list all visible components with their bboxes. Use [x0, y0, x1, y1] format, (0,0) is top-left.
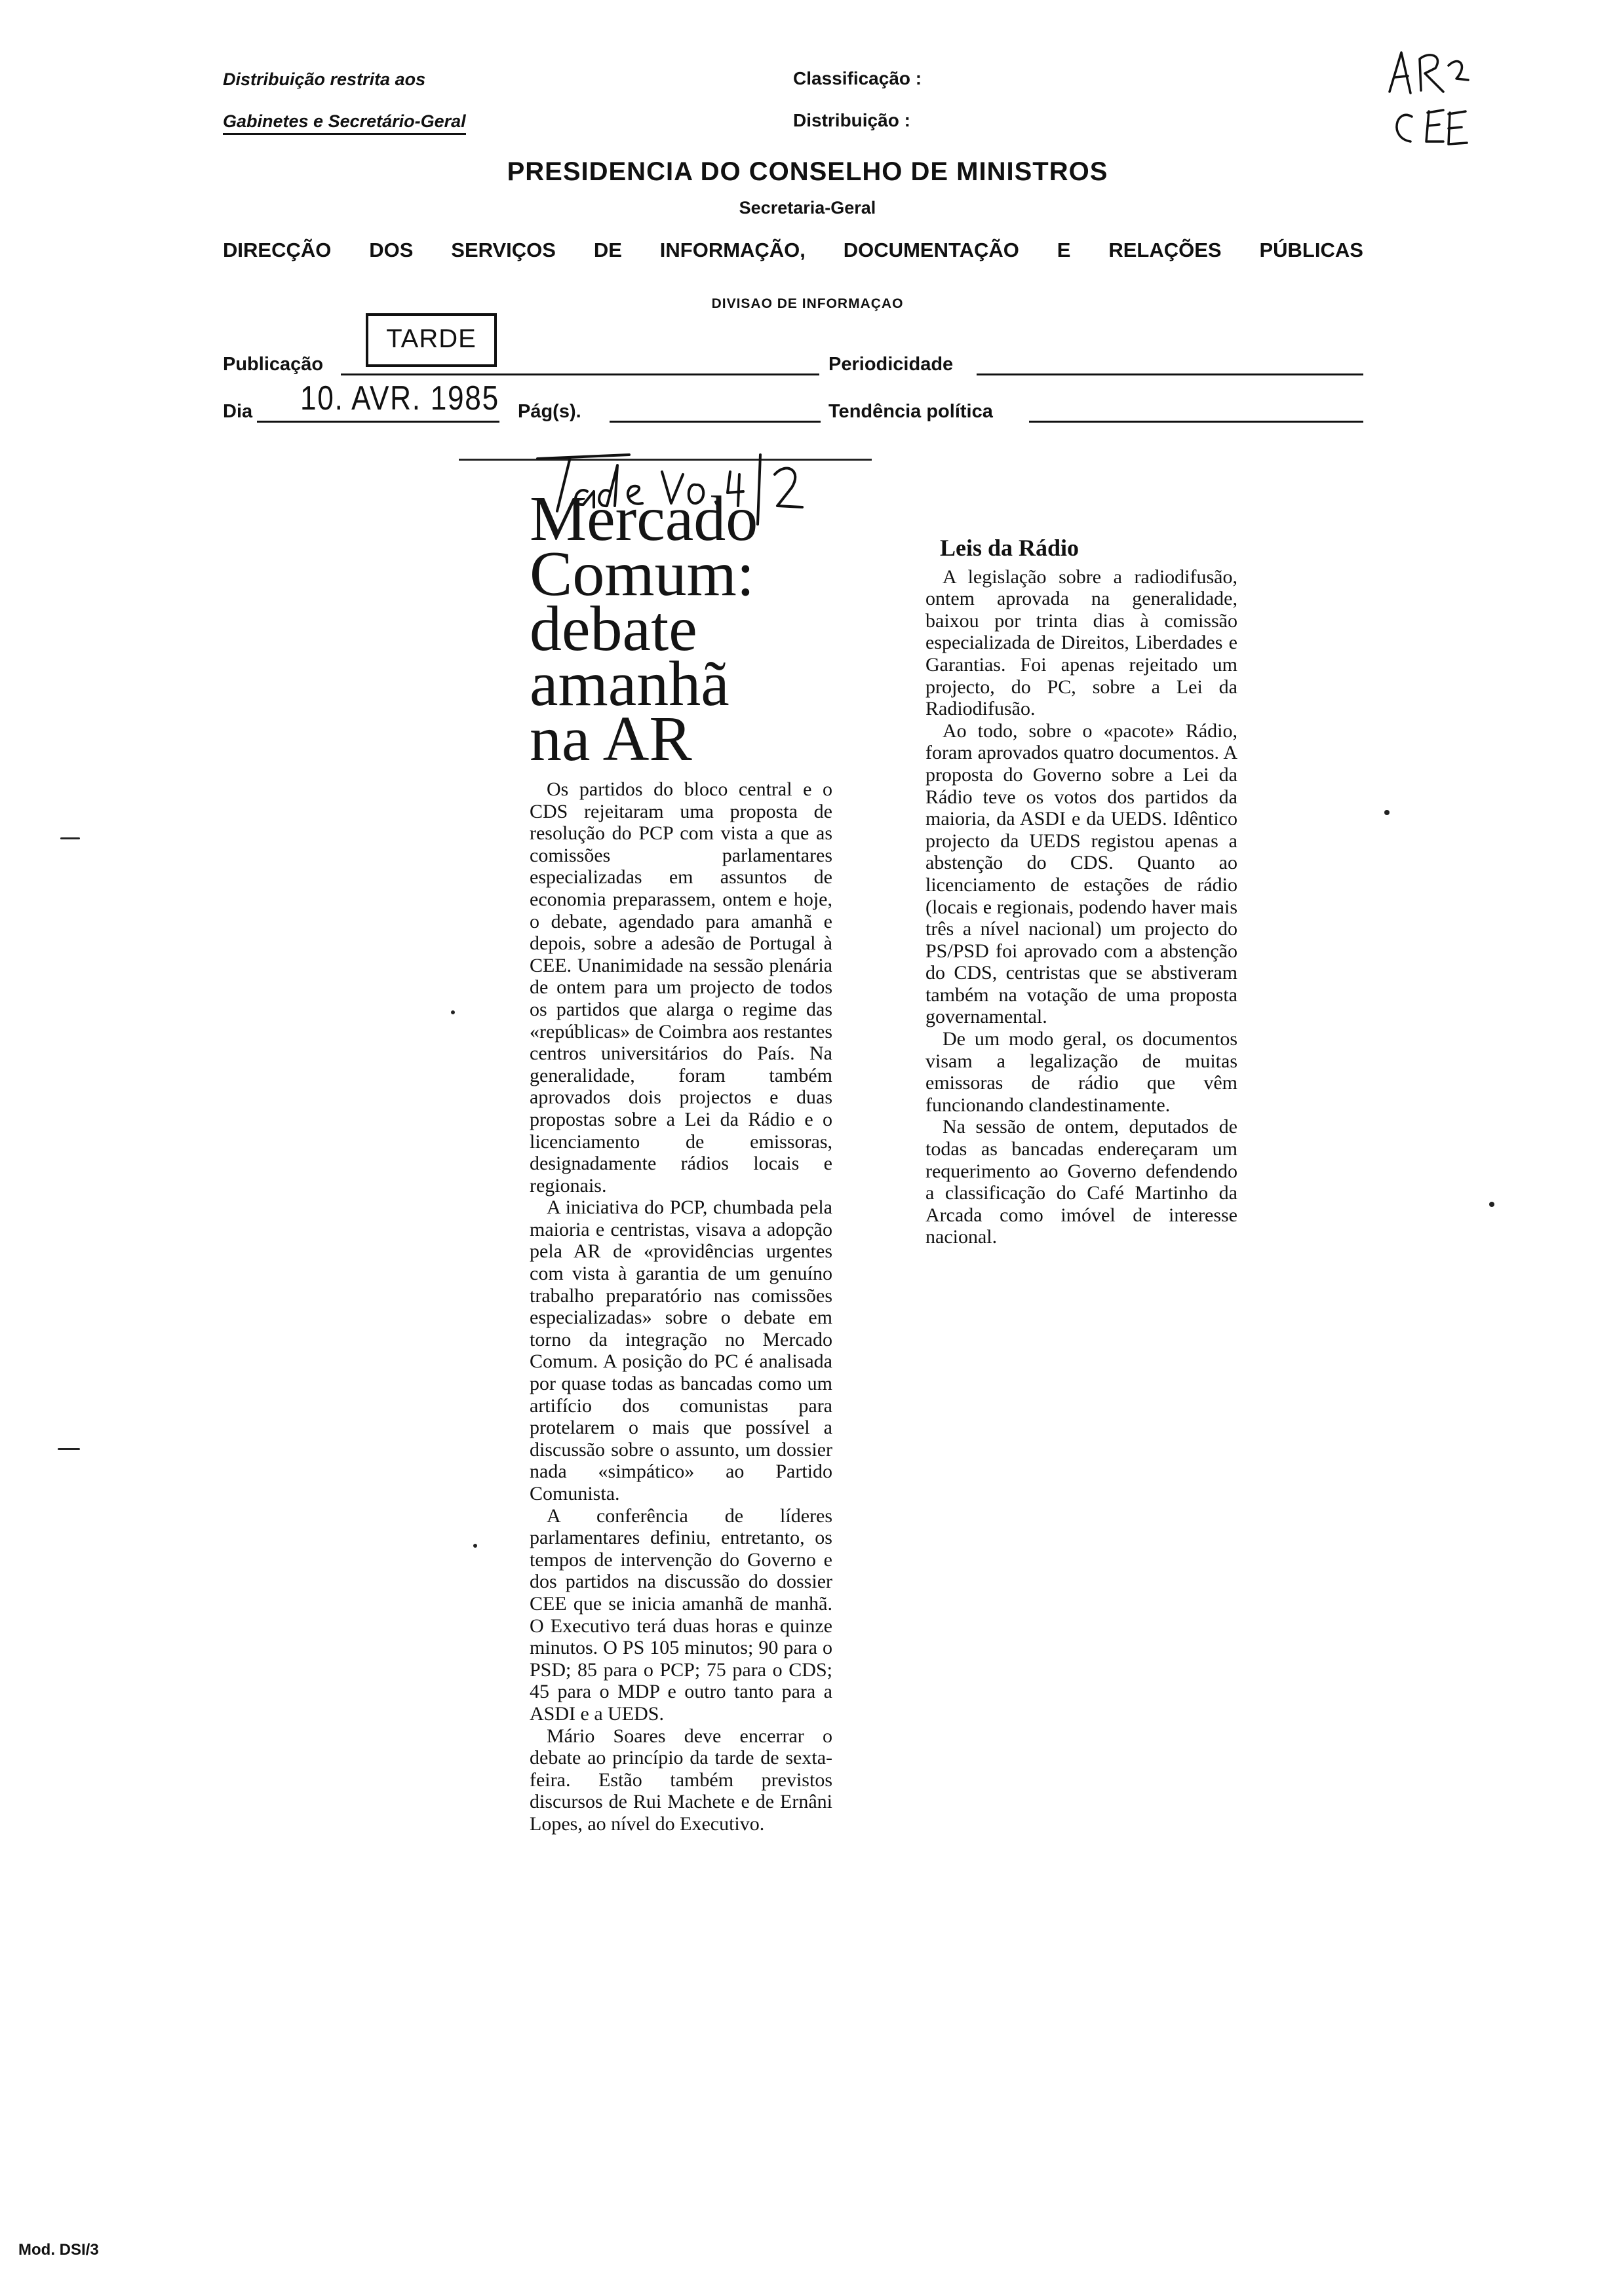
headline-line: Mercado	[530, 484, 758, 554]
headline-line: debate	[530, 594, 697, 664]
directorate-word: DOS	[369, 239, 414, 261]
office-title: PRESIDENCIA DO CONSELHO DE MINISTROS	[507, 157, 1108, 186]
scan-speck	[451, 1010, 455, 1014]
article-headline	[530, 484, 805, 775]
publication-label: Publicação	[223, 354, 324, 375]
pages-field-line	[610, 421, 821, 423]
day-label: Dia	[223, 401, 253, 422]
day-field-line	[257, 421, 499, 423]
directorate-line	[223, 239, 1363, 262]
office-subtitle: Secretaria-Geral	[739, 198, 876, 218]
sidebar-article-title: Leis da Rádio	[940, 535, 1080, 561]
headline-line: amanhã	[530, 649, 730, 719]
periodicity-label: Periodicidade	[828, 354, 954, 375]
scan-mark	[58, 1448, 80, 1450]
sidebar-paragraph: Ao todo, sobre o «pacote» Rádio, foram aprovados quatro documentos. A proposta do Governo sobre a Lei da Rádio teve os votos dos partidos da maioria, da ASDI e da UEDS. Idêntico projecto da UEDS registou apenas a abstenção do CDS. Quanto ao licenciamento de estações de rádio (locais e regionais, podendo haver mais três a nível nacional) um projecto do PS/PSD foi aprovado com a abstenção do CDS, centristas que se abstiveram também na votação de uma proposta governamental.	[925, 719, 1237, 1028]
directorate-word: PÚBLICAS	[1259, 239, 1363, 261]
publication-field-line	[341, 373, 819, 375]
headline-line: Comum:	[530, 539, 755, 609]
handwritten-annotation	[1370, 39, 1540, 157]
periodicity-field-line	[977, 373, 1363, 375]
directorate-word: DOCUMENTAÇÃO	[843, 239, 1019, 261]
scan-speck	[473, 1544, 477, 1548]
directorate-word: DIRECÇÃO	[223, 239, 332, 261]
date-stamp: 10. AVR. 1985	[300, 379, 499, 417]
scan-speck	[1384, 810, 1390, 815]
article-paragraph: A iniciativa do PCP, chumbada pela maioria e centristas, visava a adopção pela AR de «providências urgentes com vista à garantia de um genuíno trabalho preparatório nas comissões especializadas» sobre o debate em torno da integração no Mercado Comum. A posição do PC é analisada por quase todas as bancadas como um artifício dos comunistas para protelarem o mais que possível a discussão sobre o assunto, um dossier nada «simpático» ao Partido Comunista.	[530, 1196, 832, 1504]
directorate-word: E	[1057, 239, 1071, 261]
distribution-label: Distribuição :	[793, 110, 910, 130]
sidebar-paragraph: De um modo geral, os documentos visam a legalização de muitas emissoras de rádio que vêm funcionando clandestinamente.	[925, 1028, 1237, 1116]
pages-label: Pág(s).	[518, 401, 581, 422]
directorate-word: RELAÇÕES	[1108, 239, 1222, 261]
sidebar-article-column	[925, 537, 1237, 1248]
directorate-word: SERVIÇOS	[451, 239, 556, 261]
sidebar-paragraph: Na sessão de ontem, deputados de todas as bancadas endereçaram um requerimento ao Governo defendendo a classificação do Café Martinho da Arcada como imóvel de interesse nacional.	[925, 1116, 1237, 1248]
form-code: Mod. DSI/3	[18, 2241, 99, 2259]
article-paragraph: A conferência de líderes parlamentares definiu, entretanto, os tempos de intervenção do Governo e dos partidos na discussão do dossier CEE que se inicia amanhã de manhã. O Executivo terá duas horas e quinze minutos. O PS 105 minutos; 90 para o PSD; 85 para o PCP; 75 para o CDS; 45 para o MDP e outro tanto para a ASDI e a UEDS.	[530, 1504, 832, 1725]
article-paragraph: Mário Soares deve encerrar o debate ao princípio da tarde de sexta-feira. Estão também previstos discursos de Rui Machete e de Ernâni Lopes, ao nível do Executivo.	[530, 1725, 832, 1835]
directorate-word: INFORMAÇÃO,	[659, 239, 806, 261]
distribution-restriction-line-2: Gabinetes e Secretário-Geral	[223, 111, 466, 135]
classification-label: Classificação :	[793, 68, 922, 88]
political-tendency-field-line	[1029, 421, 1363, 423]
division-label: DIVISAO DE INFORMAÇAO	[711, 296, 904, 311]
article-body-column	[530, 778, 832, 1835]
sidebar-paragraph: A legislação sobre a radiodifusão, ontem aprovada na generalidade, baixou por trinta dias à comissão especializada de Direitos, Liberdades e Garantias. Foi apenas rejeitado um projecto, do PC, sobre a Lei da Radiodifusão.	[925, 565, 1237, 720]
article-paragraph: Os partidos do bloco central e o CDS rejeitaram uma proposta de resolução do PCP com vista a que as comissões parlamentares especializadas em assuntos de economia preparassem, ontem e hoje, o debate, agendado para amanhã e depois, sobre a adesão de Portugal à CEE. Unanimidade na sessão plenária de ontem para um projecto de todos os partidos que alarga o regime das «repúblicas» de Coimbra aos restantes centros universitários do País. Na generalidade, foram também aprovados dois projectos e duas propostas sobre a Lei da Rádio e o licenciamento de emissoras, designadamente rádios locais e regionais.	[530, 778, 832, 1196]
scan-mark	[60, 837, 80, 839]
headline-line: na AR	[530, 704, 692, 775]
political-tendency-label: Tendência política	[828, 401, 993, 422]
publication-stamp: TARDE	[366, 313, 497, 367]
distribution-restriction-line-1: Distribuição restrita aos	[223, 69, 426, 89]
directorate-word: DE	[593, 239, 622, 261]
scan-speck	[1489, 1202, 1494, 1207]
